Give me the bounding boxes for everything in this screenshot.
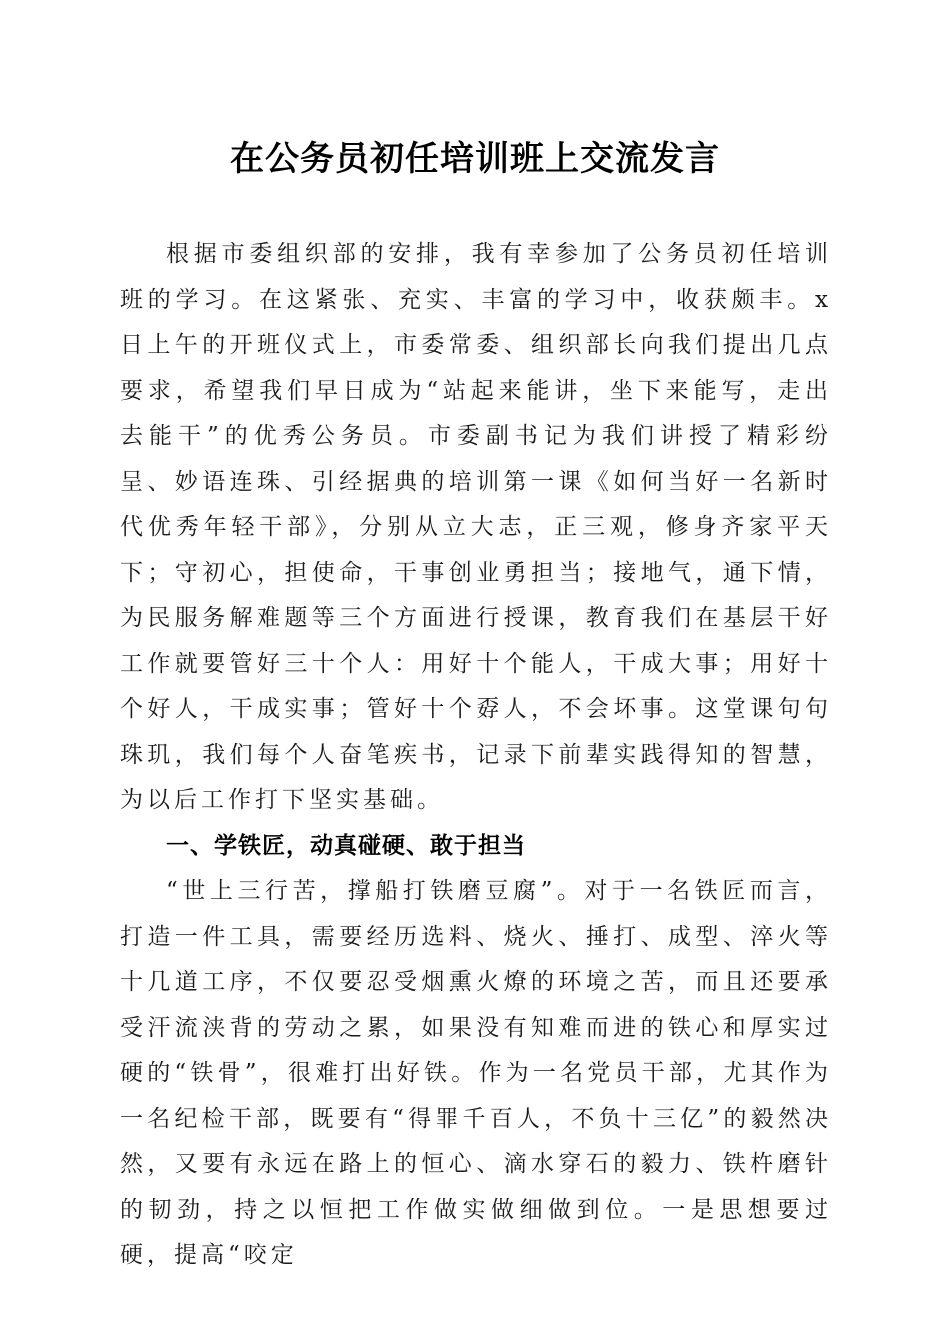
document-body	[120, 232, 832, 1279]
document-title: 在公务员初任培训班上交流发言	[230, 139, 720, 179]
paragraph-blacksmith: “世上三行苦，撑船打铁磨豆腐”。对于一名铁匠而言，打造一件工具，需要经历选料、烧火、捶打、成型、淬火等十几道工序，不仅要忍受烟熏火燎的环境之苦，而且还要承受汗流浃背的劳动之累，如果没有知难而进的铁心和厚实过硬的“铁骨”，很难打出好铁。作为一名党员干部，尤其作为一名纪检干部，既要有“得罪千百人，不负十三亿”的毅然决然，又要有永远在路上的恒心、滴水穿石的毅力、铁杵磨针的韧劲，持之以恒把工作做实做细做到位。一是思想要过硬，提高“咬定	[120, 878, 832, 1268]
section-heading-1: 一、学铁匠，动真碰硬、敢于担当	[166, 832, 526, 859]
paragraph-intro: 根据市委组织部的安排，我有幸参加了公务员初任培训班的学习。在这紧张、充实、丰富的学习中，收获颇丰。x日上午的开班仪式上，市委常委、组织部长向我们提出几点要求，希望我们早日成为“站起来能讲，坐下来能写，走出去能干”的优秀公务员。市委副书记为我们讲授了精彩纷呈、妙语连珠、引经据典的培训第一课《如何当好一名新时代优秀年轻干部》，分别从立大志，正三观，修身齐家平天下；守初心，担使命，干事创业勇担当；接地气，通下情，为民服务解难题等三个方面进行授课，教育我们在基层干好工作就要管好三十个人：用好十个能人，干成大事；用好十个好人，干成实事；管好十个孬人，不会坏事。这堂课句句珠玑，我们每个人奋笔疾书，记录下前辈实践得知的智慧，为以后工作打下坚实基础。	[120, 241, 832, 813]
